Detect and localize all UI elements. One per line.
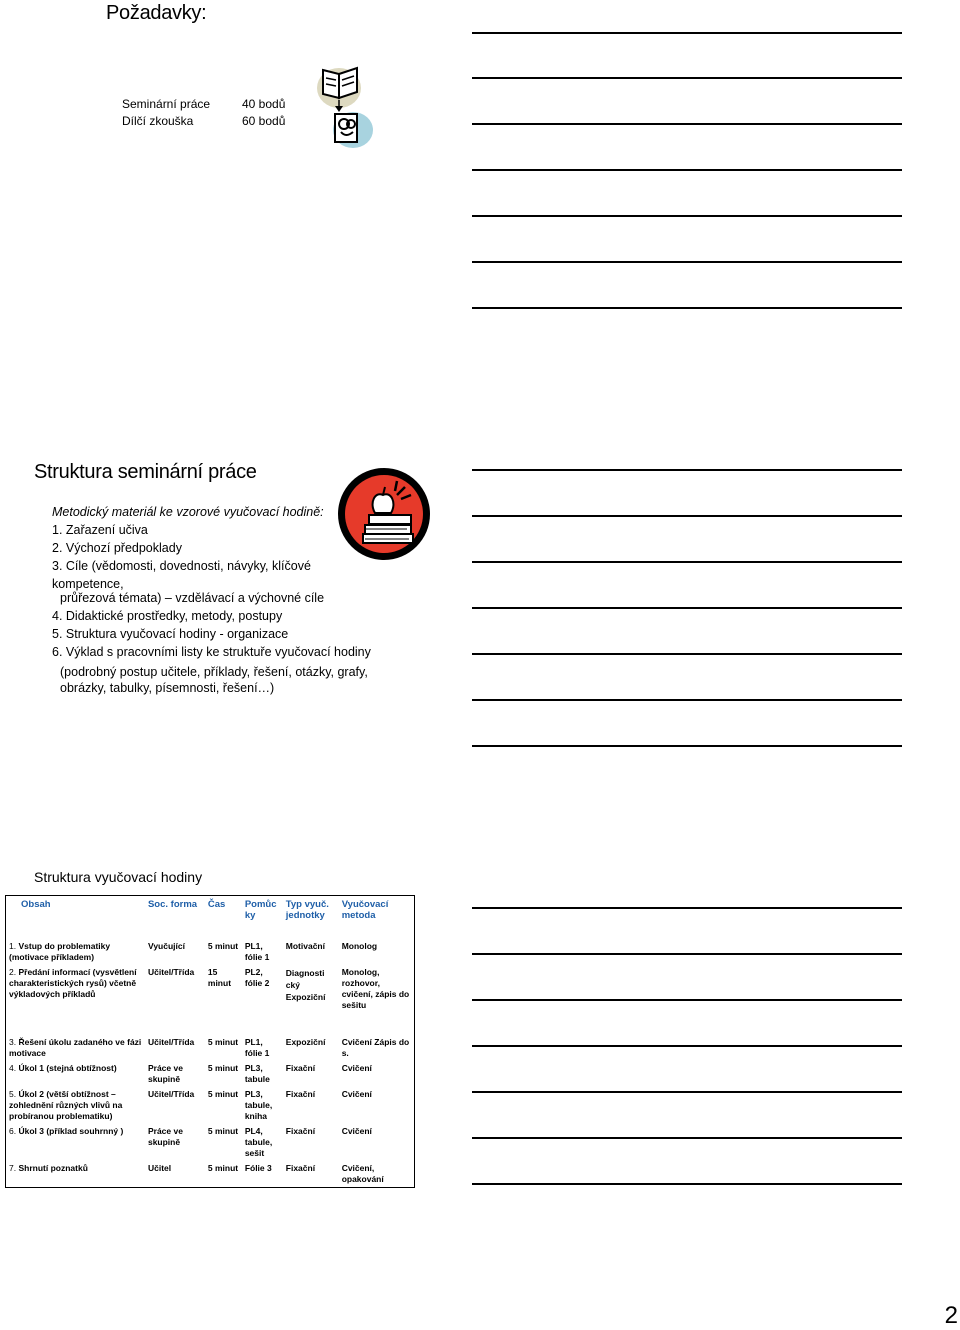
row-number: 3. xyxy=(9,1037,17,1047)
row-number: 6. xyxy=(9,1126,17,1136)
row-number: 2. xyxy=(9,967,17,977)
note-line xyxy=(472,999,902,1001)
cell-obsah xyxy=(6,939,145,965)
note-line xyxy=(472,699,902,701)
points-label-exam: Dílčí zkouška xyxy=(122,114,194,128)
row-number: 4. xyxy=(9,1063,17,1073)
cell-forma: Práce ve skupině xyxy=(147,1063,183,1084)
note-line xyxy=(472,515,902,517)
list-item-continuation: průřezová témata) – vzdělávací a výchovné cíle xyxy=(60,591,325,605)
cell-pomucky: PL2, fólie 2 xyxy=(244,967,270,988)
note-line xyxy=(472,1091,902,1093)
table-row xyxy=(6,965,415,1035)
cell-cas: 15 minut xyxy=(207,967,232,988)
row-number: 7. xyxy=(9,1163,17,1173)
cell-obsah xyxy=(6,1035,145,1061)
note-line xyxy=(472,907,902,909)
note-line xyxy=(472,261,902,263)
header-typ: Typ vyuč. jednotky xyxy=(285,899,329,921)
cell-pomucky: PL3, tabule, kniha xyxy=(244,1089,273,1121)
page-number: 2 xyxy=(944,1302,958,1329)
slide1-title: Požadavky: xyxy=(106,2,207,24)
cell-typ: Fixační xyxy=(285,1089,316,1099)
row-content: Shrnutí poznatků xyxy=(18,1163,88,1173)
cell-metoda: Cvičení, opakování xyxy=(341,1163,384,1184)
note-line xyxy=(472,32,902,34)
note-line xyxy=(472,607,902,609)
books-apple-icon xyxy=(335,465,433,563)
note-line xyxy=(472,123,902,125)
cell-cas: 5 minut xyxy=(207,1163,239,1173)
list-detail-continuation: obrázky, tabulky, písemnosti, řešení…) xyxy=(60,681,275,695)
header-soc-forma: Soc. forma xyxy=(147,899,198,910)
note-line xyxy=(472,561,902,563)
list-intro: Metodický materiál ke vzorové vyučovací hodině: xyxy=(52,505,324,519)
cell-obsah xyxy=(6,1061,145,1087)
note-line xyxy=(472,215,902,217)
list-item: 2. Výchozí předpoklady xyxy=(52,541,182,555)
cell-metoda: Cvičení xyxy=(341,1063,372,1073)
row-number: 5. xyxy=(9,1089,17,1099)
note-line xyxy=(472,745,902,747)
note-line xyxy=(472,1137,902,1139)
header-pomucky: Pomůc ky xyxy=(244,899,277,921)
cell-metoda: Monolog, rozhovor, cvičení, zápis do sešitu xyxy=(341,967,410,1010)
list-item: 4. Didaktické prostředky, metody, postupy xyxy=(52,609,283,623)
note-line xyxy=(472,1045,902,1047)
header-cas: Čas xyxy=(207,899,226,910)
points-labels xyxy=(122,96,210,130)
cell-typ: Motivační xyxy=(285,941,325,951)
row-content: Předání informací (vysvětlení charakteristických rysů) včetně výkladových příkladů xyxy=(9,967,137,999)
row-content: Úkol 2 (větší obtížnost – zohlednění různých vlivů na probíranou problematiku) xyxy=(9,1089,123,1121)
cell-obsah xyxy=(6,965,145,1035)
table-row xyxy=(6,1087,415,1124)
cell-metoda: Cvičení xyxy=(341,1089,372,1099)
table-row xyxy=(6,939,415,965)
row-content: Vstup do problematiky (motivace příkladem) xyxy=(9,941,111,962)
cell-typ: Expoziční xyxy=(285,1037,326,1047)
row-content: Úkol 3 (příklad souhrnný ) xyxy=(18,1126,124,1136)
cell-obsah xyxy=(6,1161,145,1188)
cell-obsah xyxy=(6,1087,145,1124)
cell-forma: Učitel xyxy=(147,1163,172,1173)
row-number: 1. xyxy=(9,941,17,951)
row-content: Řešení úkolu zadaného ve fázi motivace xyxy=(9,1037,142,1058)
note-line xyxy=(472,469,902,471)
cell-cas: 5 minut xyxy=(207,1063,239,1073)
cell-metoda: Monolog xyxy=(341,941,378,951)
list-item: 3. Cíle (vědomosti, dovednosti, návyky, klíčové kompetence, xyxy=(52,559,311,591)
cell-obsah xyxy=(6,1124,145,1161)
list-item: 1. Zařazení učiva xyxy=(52,523,148,537)
list-detail: (podrobný postup učitele, příklady, řešení, otázky, grafy, xyxy=(60,665,368,679)
header-metoda: Vyučovací metoda xyxy=(341,899,389,921)
note-line xyxy=(472,953,902,955)
table-row xyxy=(6,1035,415,1061)
cell-forma: Práce ve skupině xyxy=(147,1126,183,1147)
cell-typ: Fixační xyxy=(285,1163,316,1173)
points-label-seminar: Seminární práce xyxy=(122,97,211,111)
cell-pomucky: PL1, fólie 1 xyxy=(244,941,270,962)
cell-pomucky: PL3, tabule xyxy=(244,1063,270,1084)
cell-metoda: Cvičení Zápis do s. xyxy=(341,1037,410,1058)
table-row xyxy=(6,1161,415,1188)
slide3-title: Struktura vyučovací hodiny xyxy=(34,869,203,885)
cell-forma: Učitel/Třída xyxy=(147,1037,195,1047)
points-value-seminar: 40 bodů xyxy=(242,97,286,111)
cell-cas: 5 minut xyxy=(207,941,239,951)
table-header-row xyxy=(6,896,415,940)
cell-typ: Fixační xyxy=(285,1063,316,1073)
table-row xyxy=(6,1061,415,1087)
list-item: 5. Struktura vyučovací hodiny - organizace xyxy=(52,627,289,641)
note-line xyxy=(472,169,902,171)
cell-forma: Učitel/Třída xyxy=(147,1089,195,1099)
row-content: Úkol 1 (stejná obtížnost) xyxy=(18,1063,117,1073)
cell-typ: Diagnosti cký Expoziční xyxy=(285,968,326,1002)
slide2-title: Struktura seminární práce xyxy=(34,461,257,483)
book-thinking-icon xyxy=(315,60,375,152)
cell-cas: 5 minut xyxy=(207,1126,239,1136)
cell-forma: Vyučující xyxy=(147,941,185,951)
note-line xyxy=(472,77,902,79)
cell-pomucky: PL1, fólie 1 xyxy=(244,1037,270,1058)
cell-typ: Fixační xyxy=(285,1126,316,1136)
note-line xyxy=(472,653,902,655)
points-values xyxy=(242,96,285,130)
cell-pomucky: Fólie 3 xyxy=(244,1163,272,1173)
list-item: 6. Výklad s pracovními listy ke struktuře vyučovací hodiny xyxy=(52,645,371,659)
table-row xyxy=(6,1124,415,1161)
cell-forma: Učitel/Třída xyxy=(147,967,195,977)
header-obsah: Obsah xyxy=(21,899,51,910)
lesson-structure-table xyxy=(5,895,415,1188)
cell-pomucky: PL4, tabule, sešit xyxy=(244,1126,273,1158)
points-value-exam: 60 bodů xyxy=(242,114,286,128)
cell-cas: 5 minut xyxy=(207,1089,239,1099)
cell-metoda: Cvičení xyxy=(341,1126,372,1136)
seminar-structure-list xyxy=(52,503,382,697)
cell-cas: 5 minut xyxy=(207,1037,239,1047)
note-line xyxy=(472,1183,902,1185)
note-line xyxy=(472,307,902,309)
